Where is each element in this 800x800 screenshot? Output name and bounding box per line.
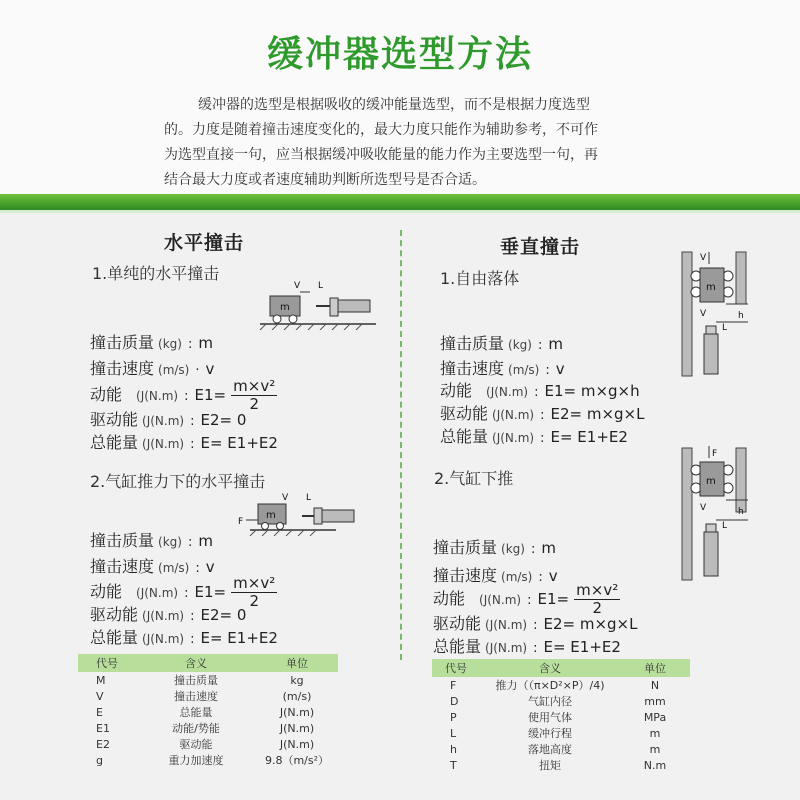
svg-text:m: m — [266, 510, 276, 521]
v2-kinetic-row: 动能 (J(N.m) : E1= $\frac{\text{m×v²}}{2}$ — [433, 581, 619, 617]
intro-line-4: 结合最大力度或者速度辅助判断所选型号是否合适。 — [164, 172, 486, 188]
horizontal-impact-diagram — [258, 280, 378, 330]
header-section — [0, 0, 800, 196]
h1-kinetic-fraction: $\frac{\text{m×v²}}{2}$ — [233, 377, 276, 413]
svg-text:m: m — [706, 282, 716, 293]
v1-mass-row: 撞击质量 (kg) : m — [440, 334, 563, 353]
h2-kinetic-fraction: $\frac{\text{m×v²}}{2}$ — [233, 574, 276, 610]
table-row: g 重力加速度 9.8（m/s²） — [96, 753, 330, 767]
h1-mass-row: 撞击质量 (kg) : m — [90, 333, 213, 352]
svg-text:L: L — [306, 493, 312, 503]
cylinder-horizontal-diagram — [236, 490, 366, 536]
vertical-impact-heading: 垂直撞击 — [500, 236, 581, 258]
table-row: L 缓冲行程 m — [450, 726, 661, 740]
h1-total-row: 总能量 (J(N.m) : E= E1+E2 — [90, 433, 278, 452]
table-row: E2 驱动能 J(N.m) — [96, 737, 315, 751]
vertical-case2-title: 2.气缸下推 — [434, 469, 514, 488]
h1-drive-row: 驱动能 (J(N.m) : E2= 0 — [90, 410, 247, 429]
horizontal-case2-title: 2.气缸推力下的水平撞击 — [90, 472, 266, 491]
table-row: P 使用气体 MPa — [450, 710, 667, 724]
intro-line-2: 的。力度是随着撞击速度变化的，最大力度只能作为辅助参考，不可作 — [164, 122, 598, 138]
intro-paragraph — [164, 93, 644, 193]
h2-total-row: 总能量 (J(N.m) : E= E1+E2 — [90, 628, 278, 647]
svg-text:V: V — [700, 503, 707, 513]
v1-total-row: 总能量 (J(N.m) : E= E1+E2 — [440, 427, 628, 446]
h1-kinetic-row: 动能 (J(N.m) : E1= $\frac{\text{m×v²}}{2}$ — [90, 377, 276, 413]
svg-text:V: V — [282, 493, 289, 503]
legend-header-code: 代号 — [432, 659, 480, 677]
table-row: D 气缸内径 mm — [450, 694, 666, 708]
v2-drive-row: 驱动能 (J(N.m) : E2= m×g×L — [433, 614, 638, 633]
table-row: E1 动能/势能 J(N.m) — [96, 721, 315, 735]
table-row: V 撞击速度 (m/s) — [96, 689, 312, 703]
column-divider — [400, 230, 402, 660]
svg-text:F: F — [712, 449, 718, 459]
vertical-case1-title: 1.自由落体 — [440, 269, 520, 288]
free-fall-diagram — [676, 248, 756, 380]
legend-header-meaning: 含义 — [480, 659, 620, 677]
svg-text:F: F — [238, 517, 244, 527]
vertical-legend-table — [432, 659, 690, 773]
h2-drive-row: 驱动能 (J(N.m) : E2= 0 — [90, 605, 247, 624]
h2-kinetic-row: 动能 (J(N.m) : E1= $\frac{\text{m×v²}}{2}$ — [90, 574, 276, 610]
table-row: F 推力（（π×D²×P）/4) N — [450, 678, 660, 692]
svg-text:L: L — [722, 521, 728, 531]
table-row: E 总能量 J(N.m) — [96, 705, 315, 719]
legend-header-code: 代号 — [78, 654, 136, 672]
v2-kinetic-fraction: $\frac{\text{m×v²}}{2}$ — [576, 581, 619, 617]
intro-line-3: 为选型直接一句，应当根据缓冲吸收能量的能力作为主要选型一句，再 — [164, 147, 598, 163]
svg-text:L: L — [318, 281, 324, 291]
svg-text:h: h — [738, 311, 744, 321]
table-row: M 撞击质量 kg — [96, 673, 304, 687]
h2-speed-row: 撞击速度 (m/s) : v — [90, 557, 215, 576]
table-row: h 落地高度 m — [450, 742, 661, 756]
horizontal-legend-table — [78, 654, 338, 768]
legend-header-unit: 单位 — [620, 659, 690, 677]
intro-line-1: 缓冲器的选型是根据吸收的缓冲能量选型，而不是根据力度选型 — [198, 97, 590, 113]
h2-mass-row: 撞击质量 (kg) : m — [90, 531, 213, 550]
svg-text:V: V — [700, 253, 707, 263]
page-title: 缓冲器选型方法 — [266, 34, 533, 75]
svg-text:m: m — [706, 476, 716, 487]
cylinder-down-diagram — [676, 444, 756, 584]
green-banner — [0, 194, 800, 210]
horizontal-impact-heading: 水平撞击 — [164, 232, 245, 254]
legend-header-unit: 单位 — [256, 654, 338, 672]
v1-drive-row: 驱动能 (J(N.m) : E2= m×g×L — [440, 404, 645, 423]
svg-text:V: V — [294, 281, 301, 291]
v2-speed-row: 撞击速度 (m/s) : v — [433, 566, 558, 585]
table-row: T 扭矩 N.m — [450, 758, 667, 772]
v2-mass-row: 撞击质量 (kg) : m — [433, 538, 556, 557]
v2-total-row: 总能量 (J(N.m) : E= E1+E2 — [433, 637, 621, 656]
legend-header-meaning: 含义 — [136, 654, 256, 672]
horizontal-case1-title: 1.单纯的水平撞击 — [92, 264, 220, 283]
svg-text:L: L — [722, 323, 728, 333]
v1-kinetic-row: 动能 (J(N.m) : E1= m×g×h — [440, 381, 640, 400]
diagram-mass-label: m — [280, 302, 290, 313]
svg-text:h: h — [738, 507, 744, 517]
h1-speed-row: 撞击速度 (m/s) · v — [90, 359, 215, 378]
v1-speed-row: 撞击速度 (m/s) : v — [440, 359, 565, 378]
svg-text:V: V — [700, 309, 707, 319]
